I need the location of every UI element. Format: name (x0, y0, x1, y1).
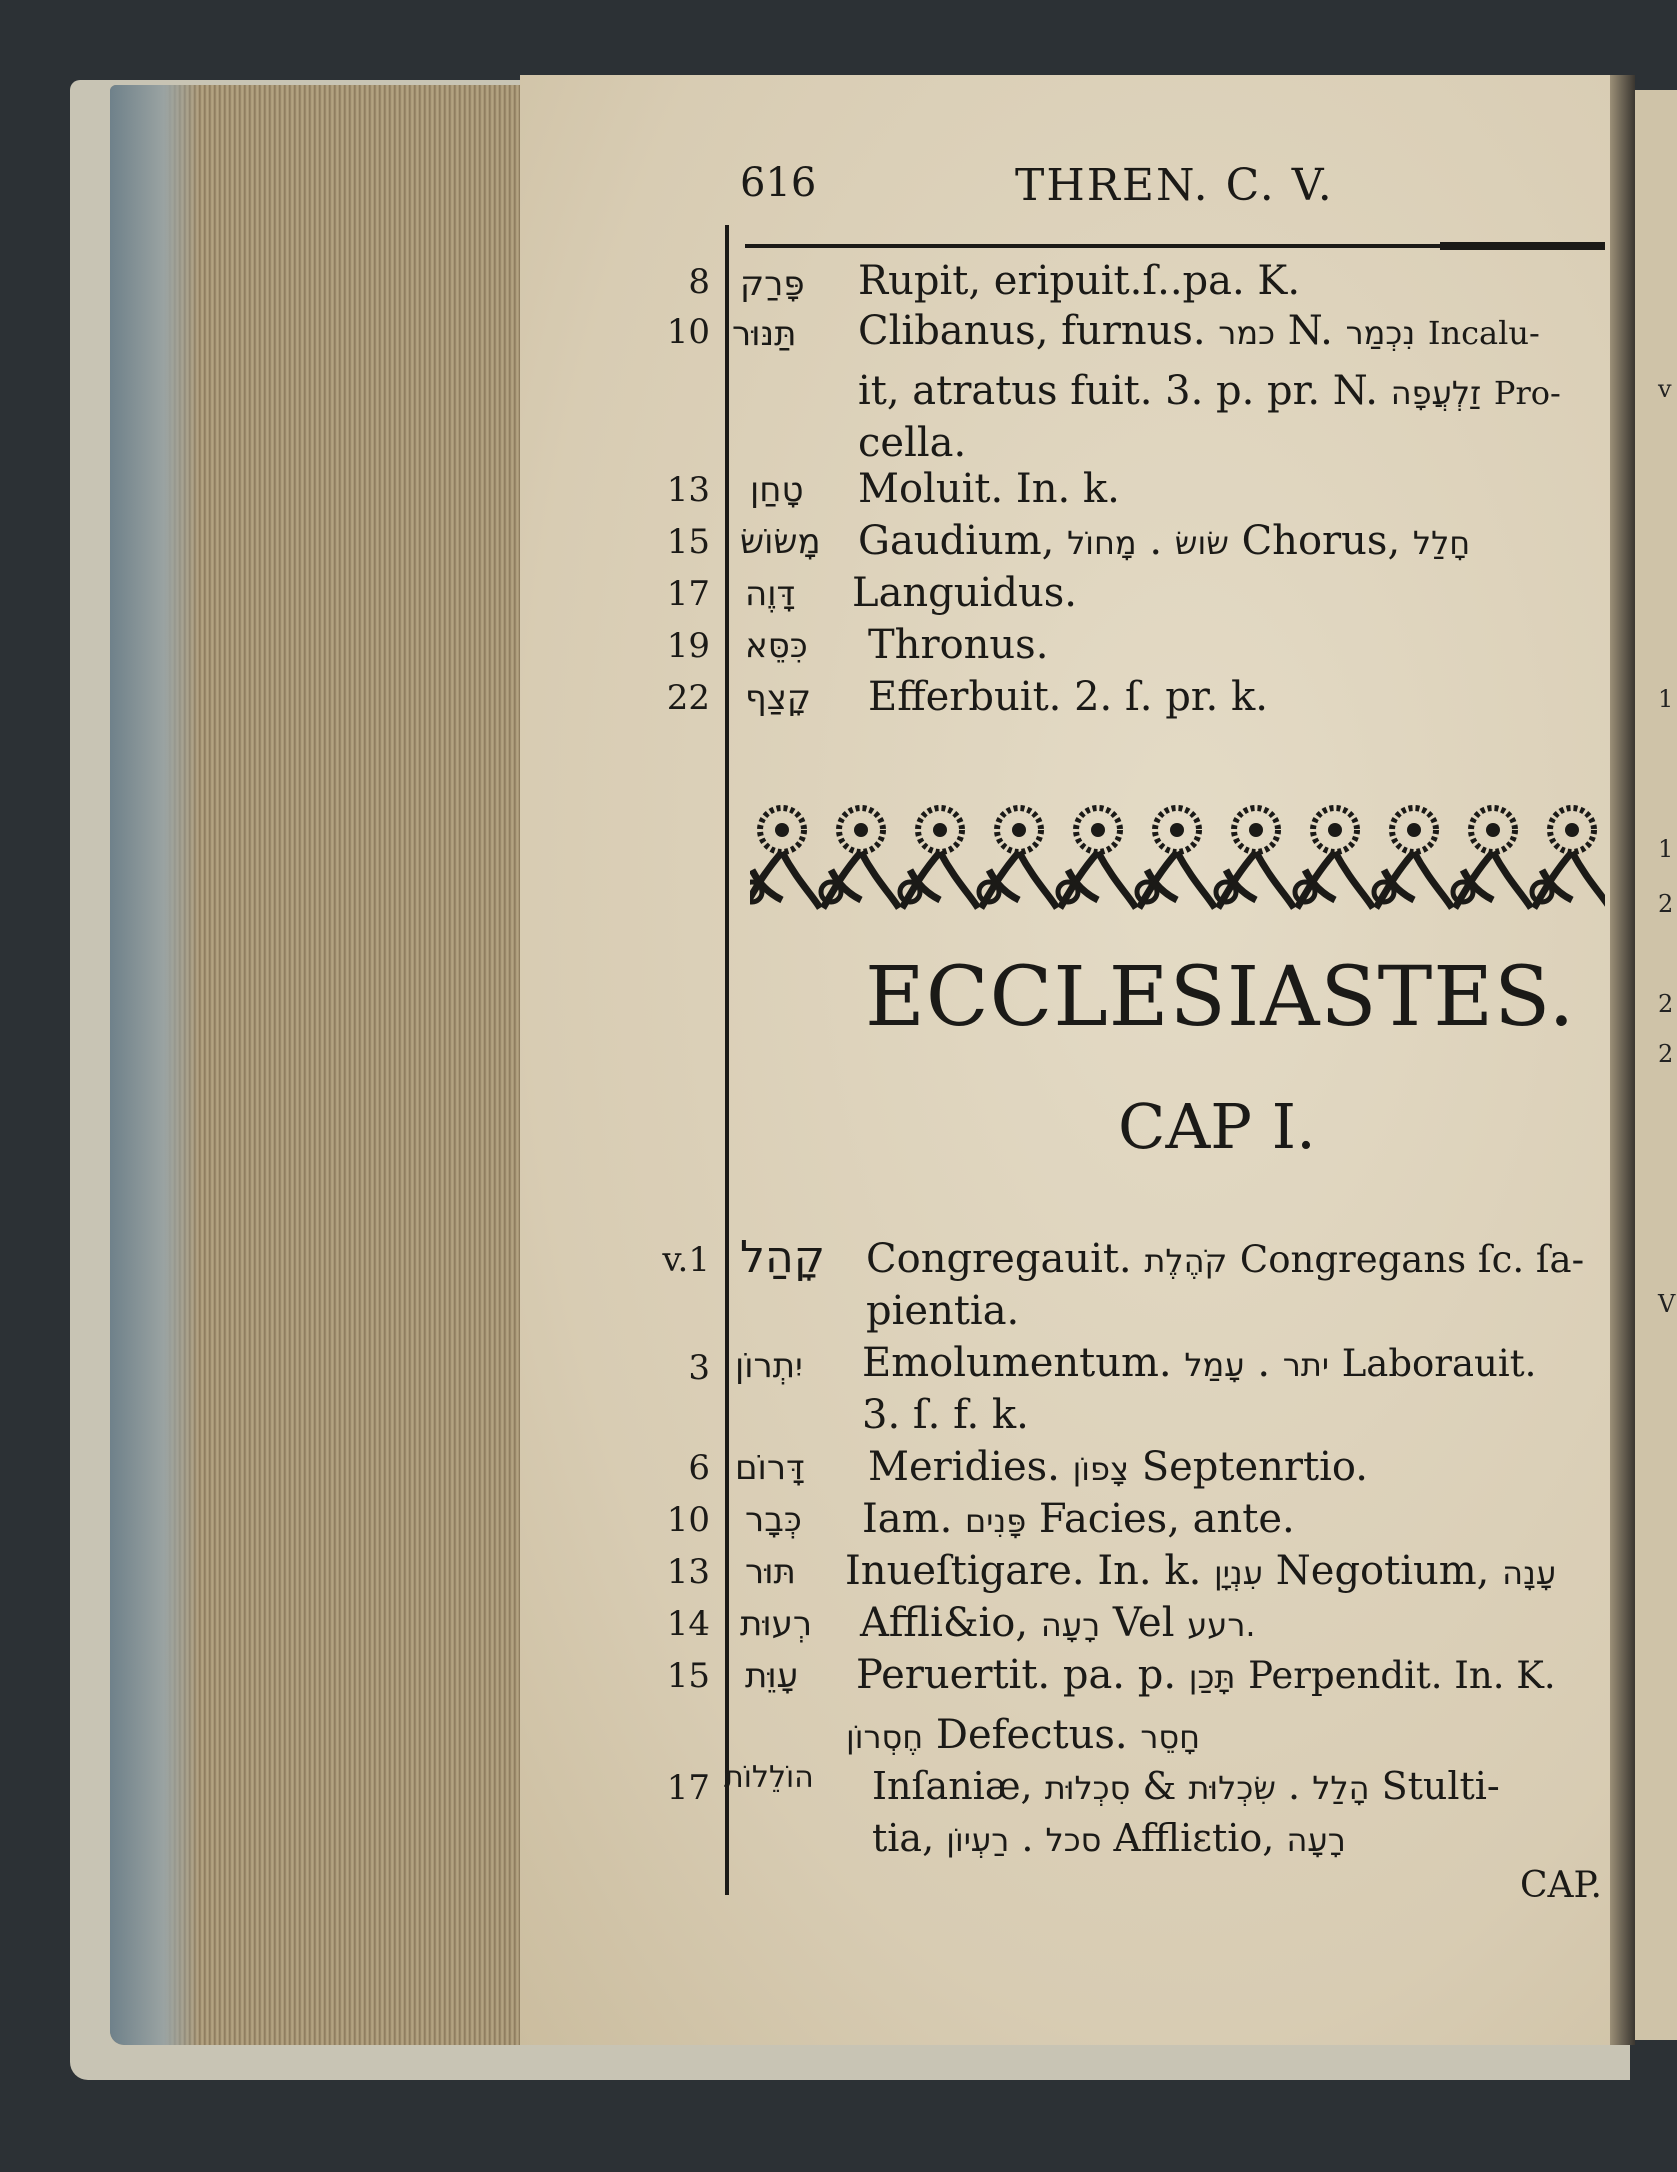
header-rule-thick (1440, 242, 1605, 250)
book-title: ECCLESIASTES. (865, 950, 1576, 1045)
entry-text: Languidus. (852, 570, 1077, 616)
hebrew-word: קָהַל (740, 1232, 825, 1283)
entry-text: cella. (858, 420, 967, 466)
entry-text: Peruertit. pa. p. תָּכַן Perpendit. In. K. (856, 1652, 1556, 1698)
entry-text: pientia. (866, 1288, 1020, 1334)
hebrew-word: פָּרַק (740, 264, 805, 304)
entry-text: Clibanus, furnus. כמר N. נִכְמַר Incalu- (858, 308, 1540, 354)
verse-number: 15 (666, 522, 710, 562)
floral-ornament (750, 800, 1605, 920)
hebrew-word: דָּוֶה (745, 574, 796, 614)
verse-number: 15 (666, 1656, 710, 1696)
chapter-title: CAP I. (1118, 1090, 1316, 1163)
running-title: THREN. C. V. (1015, 160, 1334, 211)
hebrew-word: תּוּר (745, 1552, 796, 1592)
flower-motif (1216, 808, 1294, 908)
entry-text: Rupit, eripuit.ſ..pa. K. (858, 258, 1301, 304)
verse-number: 13 (666, 470, 710, 510)
flower-motif (1532, 808, 1605, 908)
hebrew-word: טָחַן (750, 470, 804, 510)
entry-text: חֶסְרוֹן Defectus. חָסֵר (846, 1712, 1201, 1758)
facing-margin-mark: 2 (1658, 1040, 1674, 1068)
facing-margin-mark: 2 (1658, 990, 1674, 1018)
flower-motif (1295, 808, 1373, 908)
entry-text: Inſaniæ, הָלַל . שִׂכְלוּת & סִכְלוּת Stulti- (872, 1764, 1500, 1808)
hebrew-word: כְּבָר (745, 1500, 802, 1540)
verse-number: v.1 (662, 1240, 710, 1280)
facing-margin-mark: 1 (1658, 835, 1674, 863)
hebrew-word: הוֹלֵלוֹת (724, 1760, 814, 1795)
hebrew-word: מָשׂוֹשׂ (740, 522, 821, 562)
flower-motif (821, 808, 899, 908)
verse-number: 22 (666, 678, 710, 718)
verse-number: 6 (688, 1448, 710, 1488)
verse-number: 19 (666, 626, 710, 666)
verse-number: 3 (688, 1348, 710, 1388)
facing-margin-mark: 2 (1658, 890, 1674, 918)
verse-number: 14 (666, 1604, 710, 1644)
entry-text: Gaudium, שׂושׂ . מָחוֹל Chorus, חָלַל (858, 518, 1471, 564)
entry-text: Congregauit. קֹהֶלֶת Congregans ſc. ſa- (866, 1236, 1585, 1282)
flower-motif (1058, 808, 1136, 908)
entry-text: Moluit. In. k. (858, 466, 1120, 512)
verse-number: 17 (666, 574, 710, 614)
page-edge-shade (110, 85, 200, 2045)
hebrew-word: קָצַף (745, 678, 812, 718)
flower-motif (1137, 808, 1215, 908)
verse-number: 10 (666, 1500, 710, 1540)
entry-text: Iam. פָּנִים Facies, ante. (862, 1496, 1295, 1542)
book-gutter (1610, 75, 1635, 2045)
hebrew-word: עָוֵּת (745, 1656, 799, 1696)
entry-text: Thronus. (868, 622, 1049, 668)
hebrew-word: יִתְרוֹן (735, 1346, 803, 1386)
hebrew-word: רְעוּת (740, 1604, 813, 1644)
entry-text: tia, סכל . רַעְיוֹן Affliɛtio, רָעָה (872, 1816, 1346, 1860)
entry-text: Affli&io, רָעָה Vel רעע. (860, 1600, 1256, 1646)
verse-number: 17 (666, 1768, 710, 1808)
entry-text: 3. ſ. f. k. (862, 1392, 1029, 1438)
column-rule (725, 225, 729, 1895)
catchword: CAP. (1520, 1865, 1602, 1906)
flower-motif (900, 808, 978, 908)
entry-text: it, atratus fuit. 3. p. pr. N. זַלְעֲפָה Pro- (858, 368, 1561, 414)
facing-margin-mark: 1 (1658, 685, 1674, 713)
page-number: 616 (740, 160, 817, 206)
facing-margin-mark: V (1658, 1290, 1676, 1318)
flower-motif (1453, 808, 1531, 908)
verse-number: 8 (688, 262, 710, 302)
hebrew-word: דָּרוֹם (735, 1448, 805, 1488)
verse-number: 10 (666, 312, 710, 352)
hebrew-word: כִּסֵּא (745, 626, 808, 666)
hebrew-word: תַּנּוּר (732, 314, 797, 354)
entry-text: Efferbuit. 2. ſ. pr. k. (868, 674, 1268, 720)
entry-text: Meridies. צָפוֹן Septenrtio. (868, 1444, 1368, 1490)
flower-motif (750, 808, 820, 908)
entry-text: Emolumentum. יתר . עָמַל Laborauit. (862, 1340, 1537, 1386)
entry-text: Inueſtigare. In. k. עִנְיָן Negotium, עָנָה (845, 1548, 1557, 1594)
flower-motif (1374, 808, 1452, 908)
facing-margin-mark: v (1658, 375, 1672, 403)
flower-motif (979, 808, 1057, 908)
verse-number: 13 (666, 1552, 710, 1592)
